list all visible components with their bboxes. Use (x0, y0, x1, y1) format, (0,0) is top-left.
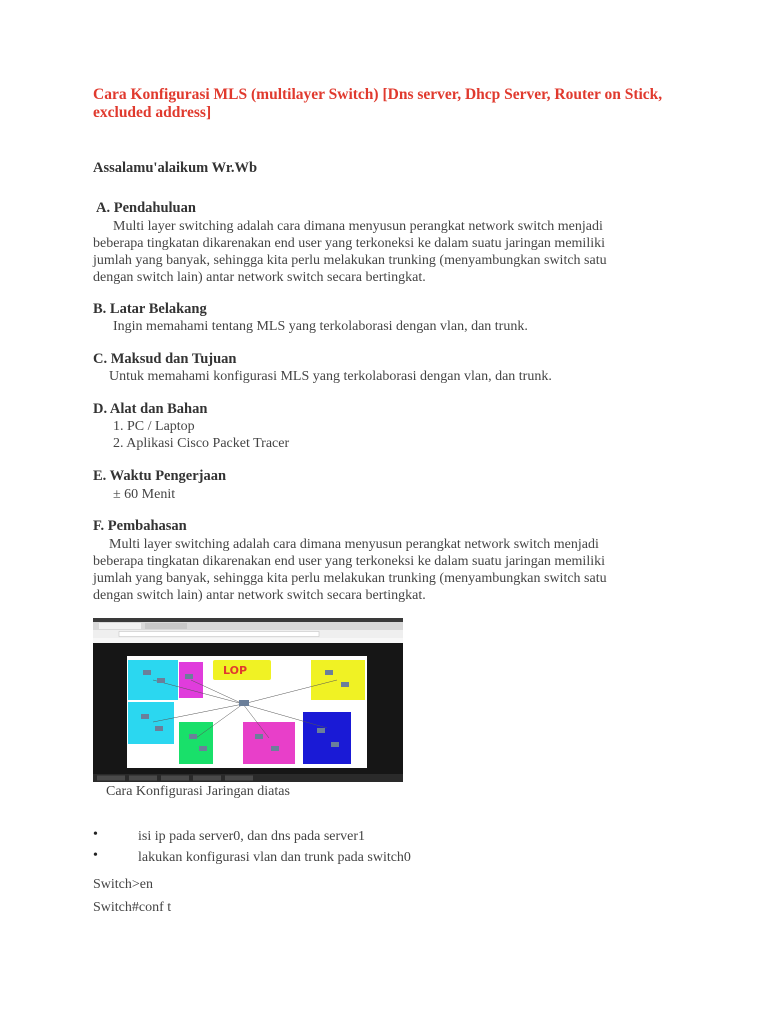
text-line: jumlah yang banyak, sehingga kita perlu melakukan trunking (menyambungkan switch satu (93, 253, 607, 268)
greeting: Assalamu'alaikum Wr.Wb (93, 160, 258, 176)
paragraph-pendahuluan (93, 218, 693, 286)
text-waktu-pengerjaan: ± 60 Menit (113, 487, 176, 502)
bullet-text: lakukan konfigurasi vlan dan trunk pada switch0 (138, 850, 411, 865)
code-line: Switch#conf t (93, 900, 172, 915)
text-line: Multi layer switching adalah cara dimana menyusun perangkat network switch menjadi (113, 219, 603, 234)
network-screenshot (93, 618, 403, 782)
figure-caption: Cara Konfigurasi Jaringan diatas (106, 784, 290, 799)
text-line: dengan switch lain) antar network switch secara bertingkat. (93, 588, 426, 603)
heading-alat-bahan: D. Alat dan Bahan (93, 401, 208, 417)
text-line: jumlah yang banyak, sehingga kita perlu melakukan trunking (menyambungkan switch satu (93, 571, 607, 586)
heading-maksud-tujuan: C. Maksud dan Tujuan (93, 351, 237, 367)
document-title: Cara Konfigurasi MLS (multilayer Switch) [Dns server, Dhcp Server, Router on Stick, excluded address] (93, 86, 663, 121)
text-line: beberapa tingkatan dikarenakan end user yang terkoneksi ke dalam suatu jaringan memiliki (93, 236, 605, 251)
heading-waktu-pengerjaan: E. Waktu Pengerjaan (93, 468, 227, 484)
bullet-text: isi ip pada server0, dan dns pada server1 (138, 829, 366, 844)
text-maksud-tujuan: Untuk memahami konfigurasi MLS yang terkolaborasi dengan vlan, dan trunk. (109, 369, 552, 384)
text-line: beberapa tingkatan dikarenakan end user yang terkoneksi ke dalam suatu jaringan memiliki (93, 554, 605, 569)
text-line: dengan switch lain) antar network switch secara bertingkat. (93, 270, 426, 285)
packet-tracer-screenshot-image (93, 618, 403, 782)
list-item: 2. Aplikasi Cisco Packet Tracer (113, 436, 290, 451)
heading-latar-belakang: B. Latar Belakang (93, 301, 207, 317)
list-item: 1. PC / Laptop (113, 419, 195, 434)
bullet-icon: • (93, 827, 98, 842)
text-line: Multi layer switching adalah cara dimana menyusun perangkat network switch menjadi (109, 537, 599, 552)
heading-pembahasan: F. Pembahasan (93, 518, 187, 534)
text-latar-belakang: Ingin memahami tentang MLS yang terkolaborasi dengan vlan, dan trunk. (113, 319, 528, 334)
svg-text:LOP: LOP (223, 664, 248, 677)
heading-pendahuluan: A. Pendahuluan (96, 200, 196, 216)
bullet-icon: • (93, 848, 98, 863)
paragraph-pembahasan (93, 536, 693, 604)
code-line: Switch>en (93, 877, 153, 892)
